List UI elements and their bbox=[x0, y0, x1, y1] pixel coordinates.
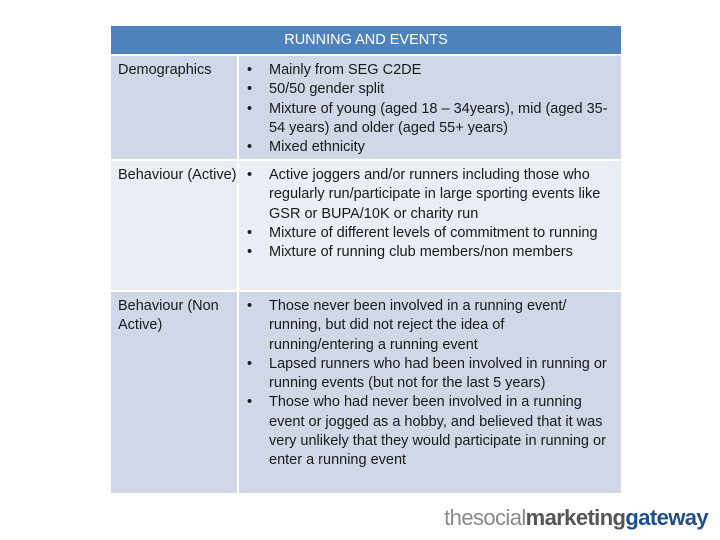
table-title: RUNNING AND EVENTS bbox=[111, 26, 621, 56]
list-item: • 50/50 gender split bbox=[239, 80, 621, 99]
table-row-demographics bbox=[111, 56, 621, 161]
bullet: • bbox=[247, 139, 253, 156]
list-item: • Mixture of running club members/non members bbox=[239, 243, 621, 262]
row-label: Behaviour (Active) bbox=[111, 161, 239, 290]
list-item: • Active joggers and/or runners including those who regularly run/participate in large sporting events like GSR or BUPA/10K or charity run bbox=[239, 166, 621, 224]
list-item: • Mixed ethnicity bbox=[239, 138, 621, 157]
row-content bbox=[239, 161, 621, 290]
bullet: • bbox=[247, 355, 253, 372]
segment-table bbox=[111, 26, 621, 495]
bullet: • bbox=[247, 224, 253, 241]
bullet: • bbox=[247, 167, 253, 183]
row-label: Behaviour (Non Active) bbox=[111, 292, 239, 493]
row-label: Demographics bbox=[111, 56, 239, 159]
bullet: • bbox=[247, 100, 253, 117]
bullet: • bbox=[247, 298, 253, 314]
bullet: • bbox=[247, 81, 253, 98]
list-item: • Mainly from SEG C2DE bbox=[239, 61, 621, 80]
brand-logo: thesocialmarketinggateway bbox=[444, 505, 708, 530]
bullet: • bbox=[247, 244, 253, 261]
bullet: • bbox=[247, 62, 253, 78]
list-item: • Mixture of young (aged 18 – 34years), mid (aged 35-54 years) and older (aged 55+ years) bbox=[239, 100, 621, 139]
row-content bbox=[239, 56, 621, 159]
list-item: • Those who had never been involved in a running event or jogged as a hobby, and believed that it was very unlikely that they would participate in running or enter a running event bbox=[239, 393, 621, 470]
list-item: • Lapsed runners who had been involved in running or running events (but not for the last 5 years) bbox=[239, 355, 621, 394]
row-content bbox=[239, 292, 621, 493]
list-item: • Mixture of different levels of commitment to running bbox=[239, 224, 621, 243]
table-row-behaviour-non-active bbox=[111, 292, 621, 495]
table-row-behaviour-active bbox=[111, 161, 621, 292]
list-item: • Those never been involved in a running event/ running, but did not reject the idea of running/entering a running event bbox=[239, 297, 621, 355]
bullet: • bbox=[247, 394, 253, 411]
